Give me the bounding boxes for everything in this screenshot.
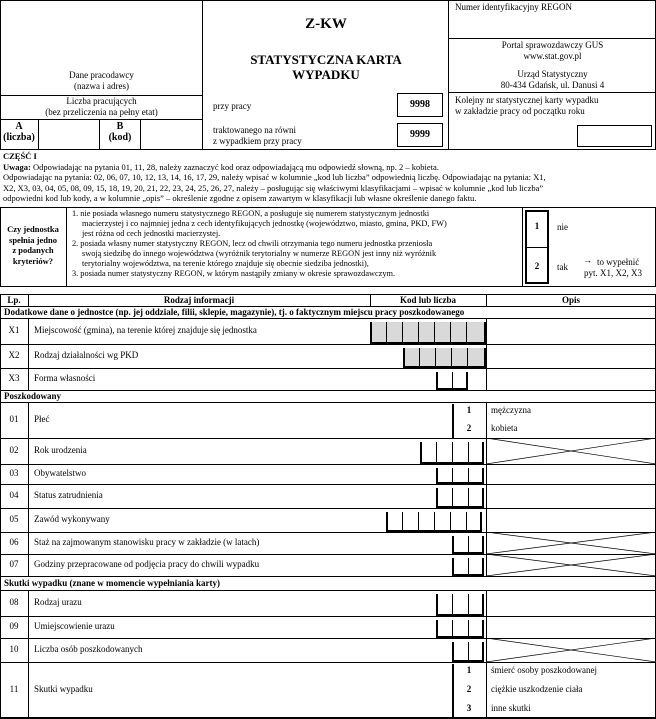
option-2-note2: pyt. X1, X2, X3	[584, 268, 642, 278]
option-2-code: 2	[534, 261, 540, 271]
section-injured: Poszkodowany	[4, 391, 62, 401]
row-09-label: Umiejscowienie urazu	[34, 621, 115, 631]
a-label: A	[15, 121, 23, 132]
criterion-1c: jest różna od cech jednostki macierzystej.	[82, 229, 221, 238]
option-1-label: nie	[557, 222, 568, 232]
part1-title: CZĘŚĆ I	[3, 151, 37, 161]
employer-sub: (nazwa i adres)	[74, 81, 129, 91]
row-02-desc-crossed	[486, 438, 656, 464]
row-number: 05	[9, 514, 19, 524]
row-04-label: Status zatrudnienia	[34, 490, 103, 500]
row-04-code-input[interactable]	[436, 488, 484, 508]
row-number: X1	[8, 325, 20, 335]
portal-label: Portal sprawozdawczy GUS	[501, 40, 604, 50]
col-desc-header: Opis	[561, 295, 580, 305]
row-divider	[0, 576, 656, 577]
at-work-label: przy pracy	[213, 101, 252, 111]
col-divider	[28, 402, 29, 438]
option-1-code: 1	[534, 221, 540, 231]
row-x2-code-shaded[interactable]	[403, 348, 486, 368]
col-divider	[486, 402, 487, 438]
treated-line1: traktowanego na równi	[213, 125, 296, 135]
note-line4: odpowiedni kod lub kody, a w kolumnie „opis” – określenie zgodne z opisem zawartym w klasyfikacji lub własne określenie danego faktu.	[3, 193, 477, 203]
digit-divider	[450, 322, 451, 344]
code-9999: 9999	[397, 123, 443, 147]
digit-divider	[468, 536, 469, 554]
row-number: 03	[9, 468, 19, 478]
row-number: X2	[8, 350, 20, 360]
row-03-desc-input[interactable]	[487, 464, 655, 484]
b-label: B	[116, 121, 124, 132]
row-number: 10	[9, 644, 19, 654]
row-10-desc-crossed	[486, 638, 656, 662]
row-x3-label: Forma własności	[34, 373, 96, 383]
row-11-option-2-label: ciężkie uszkodzenie ciała	[491, 684, 583, 694]
criterion-2b: swoją siedzibę do innego województwa (wyróżnik terytorialny w numerze REGON jest inny niż wyróżnik	[82, 249, 437, 258]
digit-divider	[436, 442, 437, 464]
digit-divider	[386, 322, 387, 344]
digit-divider	[468, 558, 469, 576]
row-11-option-3-code: 3	[466, 702, 472, 713]
digit-divider	[452, 620, 453, 638]
criterion-3: 3. posiada numer statystyczny REGON, w którym nastąpiły zmiany w okresie sprawozdawczym.	[72, 269, 396, 278]
col-divider	[28, 554, 29, 576]
row-01-option-1-code: 1	[466, 405, 472, 415]
criterion-2a: 2. posiada własny numer statystyczny REGON, lecz od chwili otrzymania tego numeru jednostka przeniosła	[72, 239, 433, 248]
row-number: 09	[9, 621, 19, 631]
col-divider	[28, 368, 29, 390]
row-divider	[0, 390, 656, 391]
digit-divider	[418, 512, 419, 532]
row-01-label: Płeć	[34, 414, 50, 424]
row-05-label: Zawód wykonywany	[34, 514, 110, 524]
form-title-line2: WYPADKU	[292, 67, 360, 82]
row-11-option-3-label: inne skutki	[491, 702, 531, 713]
portal-url[interactable]: www.stat.gov.pl	[523, 51, 582, 61]
section-effects: Skutki wypadku (znane w momencie wypełniania karty)	[4, 578, 221, 588]
office-address: 80-434 Gdańsk, ul. Danusi 4	[500, 80, 605, 90]
col-info-header: Rodzaj informacji	[163, 295, 235, 305]
row-09-code-input[interactable]	[436, 620, 484, 638]
option-2-note1: to wypełnić	[597, 257, 640, 267]
digit-divider	[452, 594, 453, 616]
digit-divider	[402, 512, 403, 532]
row-divider	[0, 402, 656, 403]
row-08-code-input[interactable]	[436, 594, 484, 616]
row-04-desc-input[interactable]	[487, 484, 655, 508]
row-11-label: Skutki wypadku	[34, 684, 93, 694]
row-number: 01	[9, 414, 19, 424]
row-03-code-input[interactable]	[436, 468, 484, 484]
a-sub: (liczba)	[3, 132, 35, 143]
note-label: Uwaga:	[3, 161, 31, 172]
row-number: X3	[8, 373, 20, 383]
col-code-header: Kod lub liczba	[399, 295, 456, 305]
criterion-1a: 1. nie posiada własnego numeru statystycznego REGON, a posługuje się numerem statystycznym jednostki	[72, 209, 430, 218]
serial-line1: Kolejny nr statystycznej karty wypadku	[455, 95, 599, 105]
employee-count-sub: (bez przeliczenia na pełny etat)	[45, 107, 158, 117]
criteria-question: Czy jednostka spełnia jedno z podanych kryteriów?	[7, 224, 59, 266]
title-section	[203, 0, 449, 150]
regon-label: Numer identyfikacyjny REGON	[455, 2, 572, 12]
row-11-option-2-code: 2	[466, 684, 472, 694]
row-06-label: Staż na zajmowanym stanowisku pracy w zakładzie (w latach)	[34, 537, 260, 547]
row-11-option-1-label: śmierć osoby poszkodowanej	[491, 665, 597, 676]
digit-divider	[402, 322, 403, 344]
note-text: Odpowiadając na pytania 01, 11, 28, należy zaznaczyć kod oraz odpowiadającą mu odpowiedź słowną, np. 2 – kobieta.	[30, 161, 439, 172]
col-divider	[28, 484, 29, 508]
col-divider	[28, 508, 29, 532]
row-03-label: Obywatelstwo	[34, 468, 86, 478]
row-07-desc-crossed	[486, 554, 656, 576]
row-01-option-1-label: mężczyzna	[491, 405, 531, 415]
col-divider	[28, 438, 29, 464]
row-x1-desc-input[interactable]	[487, 318, 655, 344]
digit-divider	[452, 442, 453, 464]
row-01-option-2-label: kobieta	[491, 423, 518, 433]
col-lp-header: Lp.	[7, 295, 21, 305]
digit-divider	[452, 372, 453, 390]
row-08-label: Rodzaj urazu	[34, 597, 82, 607]
form-code: Z-KW	[305, 16, 347, 32]
digit-divider	[452, 468, 453, 484]
digit-divider	[468, 442, 469, 464]
serial-input[interactable]	[577, 125, 652, 147]
digit-divider	[451, 348, 452, 368]
col-divider	[28, 344, 29, 368]
col-divider	[28, 662, 29, 718]
digit-divider	[434, 322, 435, 344]
digit-divider	[468, 642, 469, 662]
note-line2: Odpowiadając na pytania: 02, 06, 07, 10, 12, 13, 14, 16, 17, 29, należy wpisać w kolumnie „kod lub liczba” odpowiednią liczbę. Odpowiadając na pytania: X1,	[3, 172, 546, 182]
a-input[interactable]	[38, 119, 100, 150]
col-divider	[28, 590, 29, 616]
b-input[interactable]	[140, 119, 203, 150]
col-divider	[486, 662, 487, 718]
row-number: 08	[9, 597, 19, 607]
row-x3-desc-input[interactable]	[487, 368, 655, 390]
row-x2-label: Rodzaj działalności wg PKD	[34, 350, 139, 360]
section-additional-data: Dodatkowe dane o jednostce (np. jej oddziale, filii, sklepie, magazynie), tj. o faktycznym miejscu pracy poszkodowanego	[4, 307, 465, 317]
col-divider	[28, 464, 29, 484]
col-divider	[28, 638, 29, 662]
digit-divider	[434, 512, 435, 532]
note-line3: X2, X3, 03, 04, 05, 08, 09, 15, 18, 19, 20, 21, 22, 23, 24, 25, 26, 27, należy – posługując się właściwymi klasyfikacjami – wpisać w kolumnie „kod lub liczba”	[3, 182, 544, 193]
row-number: 11	[9, 684, 19, 694]
form-title-line1: STATYSTYCZNA KARTA	[250, 52, 402, 67]
col-divider	[28, 616, 29, 638]
row-11-option-1-code: 1	[466, 665, 472, 676]
option-2-arrow: →	[583, 255, 592, 265]
regon-section	[449, 0, 656, 150]
row-06-desc-crossed	[486, 532, 656, 554]
digit-divider	[466, 322, 467, 344]
row-number: 04	[9, 490, 19, 500]
col-divider	[28, 318, 29, 344]
row-07-label: Godziny przepracowane od podjęcia pracy do chwili wypadku	[34, 559, 260, 569]
row-05-desc-input[interactable]	[487, 508, 655, 532]
treated-line2: z wypadkiem przy pracy	[213, 136, 302, 146]
office-label: Urząd Statystyczny	[517, 69, 588, 79]
row-number: 06	[9, 537, 19, 547]
employer-section	[0, 0, 203, 150]
employee-count-label: Liczba pracujących	[66, 96, 137, 106]
row-x1-label: Miejscowość (gmina), na terenie której znajduje się jednostka	[34, 325, 257, 335]
row-10-label: Liczba osób poszkodowanych	[34, 644, 143, 654]
criterion-1b: macierzystej i co najmniej jedna z cech identyfikujących jednostkę (województwo, miasto, gmina, PKD, FW)	[82, 219, 447, 228]
criteria-list	[72, 209, 522, 279]
regon-input[interactable]	[449, 14, 656, 38]
row-number: 07	[9, 559, 19, 569]
row-x1-code-shaded[interactable]	[370, 322, 486, 344]
row-x2-desc-input[interactable]	[487, 344, 655, 368]
row-02-label: Rok urodzenia	[34, 445, 87, 455]
digit-divider	[450, 512, 451, 532]
digit-divider	[418, 322, 419, 344]
option-2-label: tak	[557, 262, 568, 272]
employer-label: Dane pracodawcy	[69, 70, 134, 80]
digit-divider	[419, 348, 420, 368]
digit-divider	[467, 348, 468, 368]
digit-divider	[468, 488, 469, 508]
row-09-desc-input[interactable]	[487, 616, 655, 638]
digit-divider	[466, 512, 467, 532]
row-divider	[0, 662, 656, 663]
row-01-option-2-code: 2	[466, 423, 472, 433]
digit-divider	[435, 348, 436, 368]
row-08-desc-input[interactable]	[487, 590, 655, 616]
code-9998: 9998	[397, 93, 443, 117]
b-sub: (kod)	[108, 132, 132, 143]
part1-note	[3, 151, 653, 204]
serial-line2: w zakładzie pracy od początku roku	[455, 106, 585, 116]
digit-divider	[452, 488, 453, 508]
col-divider	[28, 532, 29, 554]
criterion-2c: terytorialny województwa, na terenie którego znajduje się obecnie siedziba jednostki),	[82, 259, 369, 268]
digit-divider	[468, 594, 469, 616]
digit-divider	[468, 620, 469, 638]
row-number: 02	[9, 445, 19, 455]
digit-divider	[468, 468, 469, 484]
